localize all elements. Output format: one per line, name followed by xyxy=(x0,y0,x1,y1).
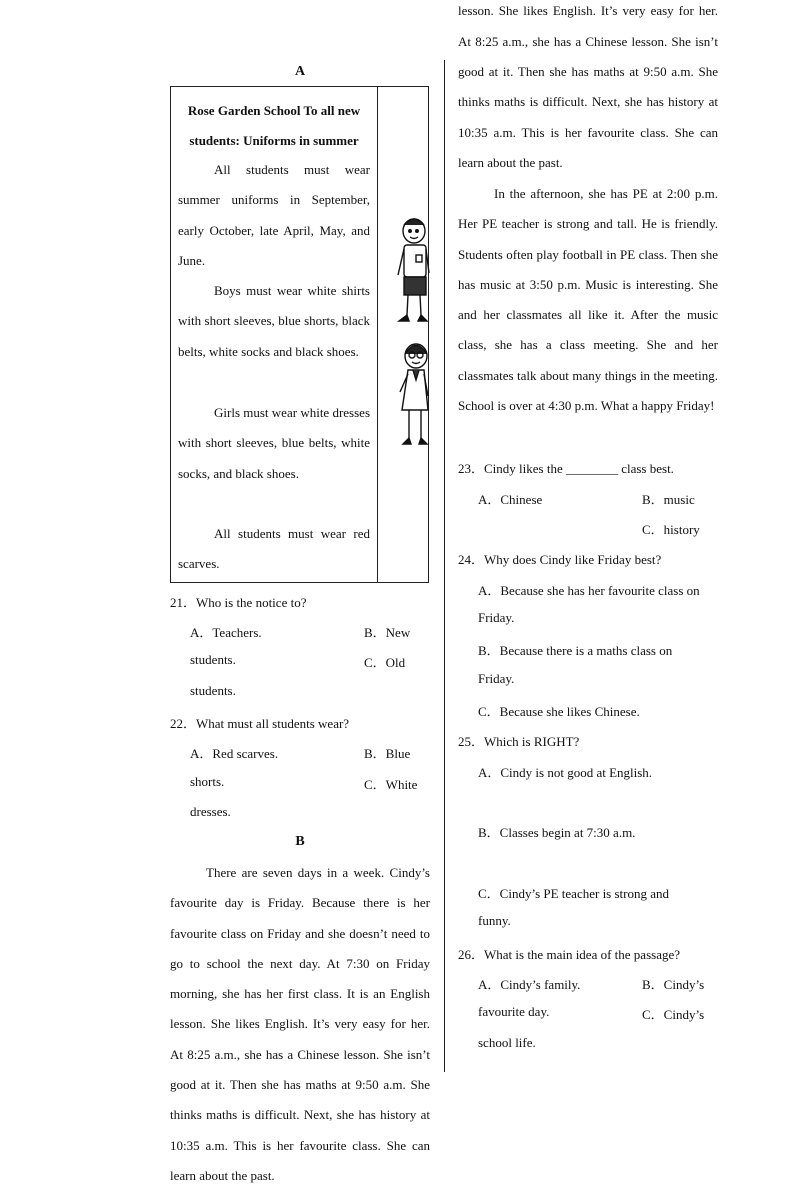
notice-paragraph-3: Girls must wear white dresses with short sleeves, blue belts, white socks, and black shoes. xyxy=(178,405,370,481)
q21-stem: 21．Who is the notice to? xyxy=(170,595,307,610)
q23-option-b[interactable]: B．music xyxy=(642,492,695,507)
q22-option-c-cont: dresses. xyxy=(190,804,231,819)
section-a-heading: A xyxy=(294,64,306,79)
q23-option-a[interactable]: A．Chinese xyxy=(478,492,543,507)
section-b-heading: B xyxy=(295,834,305,849)
q24-stem: 24．Why does Cindy like Friday best? xyxy=(458,552,662,567)
q21-option-c[interactable]: C．Old xyxy=(364,655,406,670)
passage-b-paragraph-2: In the afternoon, she has PE at 2:00 p.m. Her PE teacher is strong and tall. He is friendly. Students often play football in PE class. Then she has music at 3:50 p.m. Music is interesting. She and her classmates all like it. After the music class, she has a class meeting. She and her classmates talk about many things in the meeting. School is over at 4:30 p.m. What a happy Friday! xyxy=(458,186,718,414)
q25-option-c-cont: funny. xyxy=(478,913,511,928)
girl-illustration xyxy=(396,340,430,452)
q24-option-b[interactable]: B．Because there is a maths class on xyxy=(478,643,673,658)
q25-option-a[interactable]: A．Cindy is not good at English. xyxy=(478,765,653,780)
q22-stem: 22．What must all students wear? xyxy=(170,716,350,731)
q22-option-b[interactable]: B．Blue xyxy=(364,746,411,761)
q24-option-b-cont: Friday. xyxy=(478,671,515,686)
q24-option-c[interactable]: C．Because she likes Chinese. xyxy=(478,704,640,719)
q26-option-c-cont: school life. xyxy=(478,1035,536,1050)
notice-paragraph-2: Boys must wear white shirts with short sleeves, blue shorts, black belts, white socks and black shoes. xyxy=(178,283,370,359)
q21-option-c-cont: students. xyxy=(190,683,236,698)
passage-b-paragraph-1-cont: lesson. She likes English. It’s very easy for her. At 8:25 a.m., she has a Chinese lesson. She isn’t good at it. Then she has maths at 9:50 a.m. She thinks maths is difficult. Next, she has history at 10:35 a.m. This is her favourite class. She can learn about the past. xyxy=(458,3,718,170)
q22-option-b-cont: shorts. xyxy=(190,774,225,789)
q22-option-a[interactable]: A．Red scarves. xyxy=(190,746,279,761)
passage-b-right xyxy=(458,3,718,178)
q26-option-c[interactable]: C．Cindy’s xyxy=(642,1007,705,1022)
q21-option-b-cont: students. xyxy=(190,652,236,667)
q26-option-a[interactable]: A．Cindy’s family. xyxy=(478,977,581,992)
q25-option-b[interactable]: B．Classes begin at 7:30 a.m. xyxy=(478,825,636,840)
notice-divider xyxy=(377,86,378,583)
notice-title: Rose Garden School To all new students: Uniforms in summer xyxy=(187,103,361,148)
q26-stem: 26．What is the main idea of the passage? xyxy=(458,947,681,962)
q25-stem: 25．Which is RIGHT? xyxy=(458,734,580,749)
q23-option-c[interactable]: C．history xyxy=(642,522,700,537)
q21-option-b[interactable]: B．New xyxy=(364,625,411,640)
q22-option-c[interactable]: C．White xyxy=(364,777,418,792)
column-divider xyxy=(444,60,445,1072)
notice-paragraph-4: All students must wear red scarves. xyxy=(178,526,370,572)
passage-b-paragraph-1: There are seven days in a week. Cindy’s favourite day is Friday. Because there is her favourite class on Friday and she doesn’t need to go to school the next day. At 7:30 on Friday morning, she has her first class. It is an English lesson. She likes English. It’s very easy for her. At 8:25 a.m., she has a Chinese lesson. She isn’t good at it. Then she has maths at 9:50 a.m. She thinks maths is difficult. Next, she has history at 10:35 a.m. This is her favourite class. She can learn about the past. xyxy=(170,865,430,1183)
q24-option-a-cont: Friday. xyxy=(478,610,515,625)
q21-option-a[interactable]: A．Teachers. xyxy=(190,625,262,640)
q26-option-b[interactable]: B．Cindy’s xyxy=(642,977,705,992)
q24-option-a[interactable]: A．Because she has her favourite class on xyxy=(478,583,700,598)
boy-illustration xyxy=(396,215,430,329)
notice-paragraph-1: All students must wear summer uniforms in September, early October, late April, May, and June. xyxy=(178,162,370,268)
q26-option-b-cont: favourite day. xyxy=(478,1004,550,1019)
q23-stem: 23．Cindy likes the ________ class best. xyxy=(458,461,674,476)
q25-option-c[interactable]: C．Cindy’s PE teacher is strong and xyxy=(478,886,670,901)
passage-b-left xyxy=(170,858,430,1183)
